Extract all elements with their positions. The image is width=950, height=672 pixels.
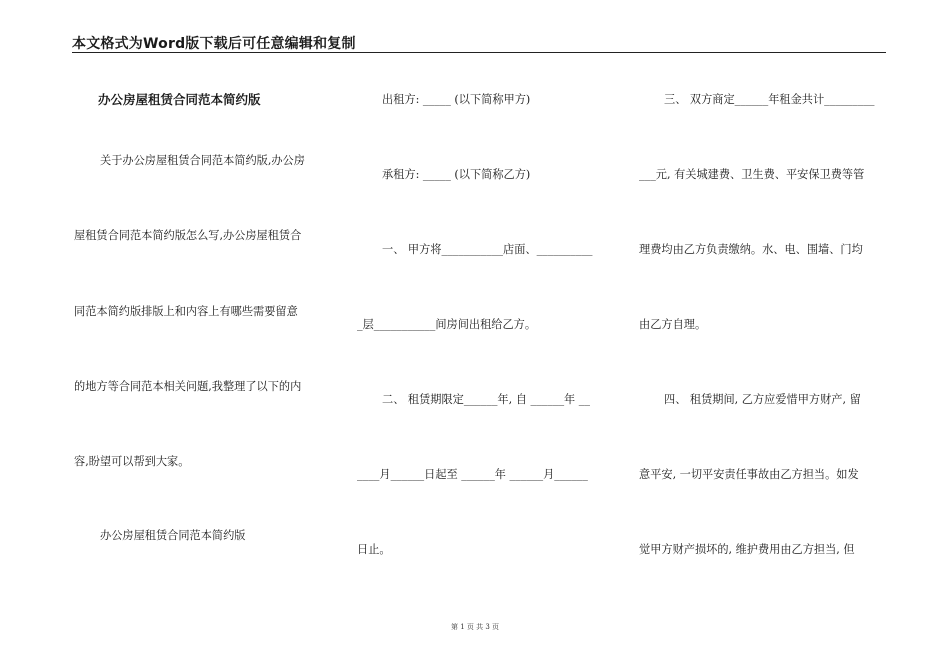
lessee-line: 承租方: _____ (以下简称乙方) <box>382 168 531 181</box>
clause-line: 三、 双方商定______年租金共计_________ <box>664 93 875 106</box>
clause-line: 日止。 <box>357 543 391 556</box>
clause-line: 一、 甲方将___________店面、__________ <box>382 243 593 256</box>
paragraph-line: 同范本简约版排版上和内容上有哪些需要留意 <box>74 305 298 318</box>
clause-line: 意平安, 一切平安责任事故由乙方担当。如发 <box>639 468 859 481</box>
header-title: 本文格式为Word版下载后可任意编辑和复制 <box>72 36 356 52</box>
clause-line: 觉甲方财产损坏的, 维护费用由乙方担当, 但 <box>639 543 855 556</box>
paragraph-line: 关于办公房屋租赁合同范本简约版,办公房 <box>100 154 305 167</box>
clause-line: 四、 租赁期间, 乙方应爱惜甲方财产, 留 <box>664 393 861 406</box>
clause-line: 理费均由乙方负责缴纳。水、电、围墙、门均 <box>639 243 863 256</box>
clause-line: 由乙方自理。 <box>639 318 707 331</box>
page-number: 第 1 页 共 3 页 <box>450 623 500 631</box>
lessor-line: 出租方: _____ (以下简称甲方) <box>382 93 531 106</box>
header-divider <box>72 52 886 53</box>
clause-line: 二、 租赁期限定______年, 自 ______年 __ <box>382 393 590 406</box>
paragraph-line: 的地方等合同范本相关问题,我整理了以下的内 <box>74 380 302 393</box>
section-heading: 办公房屋租赁合同范本简约版 <box>100 529 246 542</box>
clause-line: ____月______日起至 ______年 ______月______ <box>357 468 588 481</box>
clause-line: _层___________间房间出租给乙方。 <box>357 318 537 331</box>
clause-line: ___元, 有关城建费、卫生费、平安保卫费等管 <box>639 168 865 181</box>
paragraph-line: 屋租赁合同范本简约版怎么写,办公房屋租赁合 <box>74 229 302 242</box>
document-title: 办公房屋租赁合同范本简约版 <box>98 92 261 107</box>
paragraph-line: 容,盼望可以帮到大家。 <box>74 455 190 468</box>
